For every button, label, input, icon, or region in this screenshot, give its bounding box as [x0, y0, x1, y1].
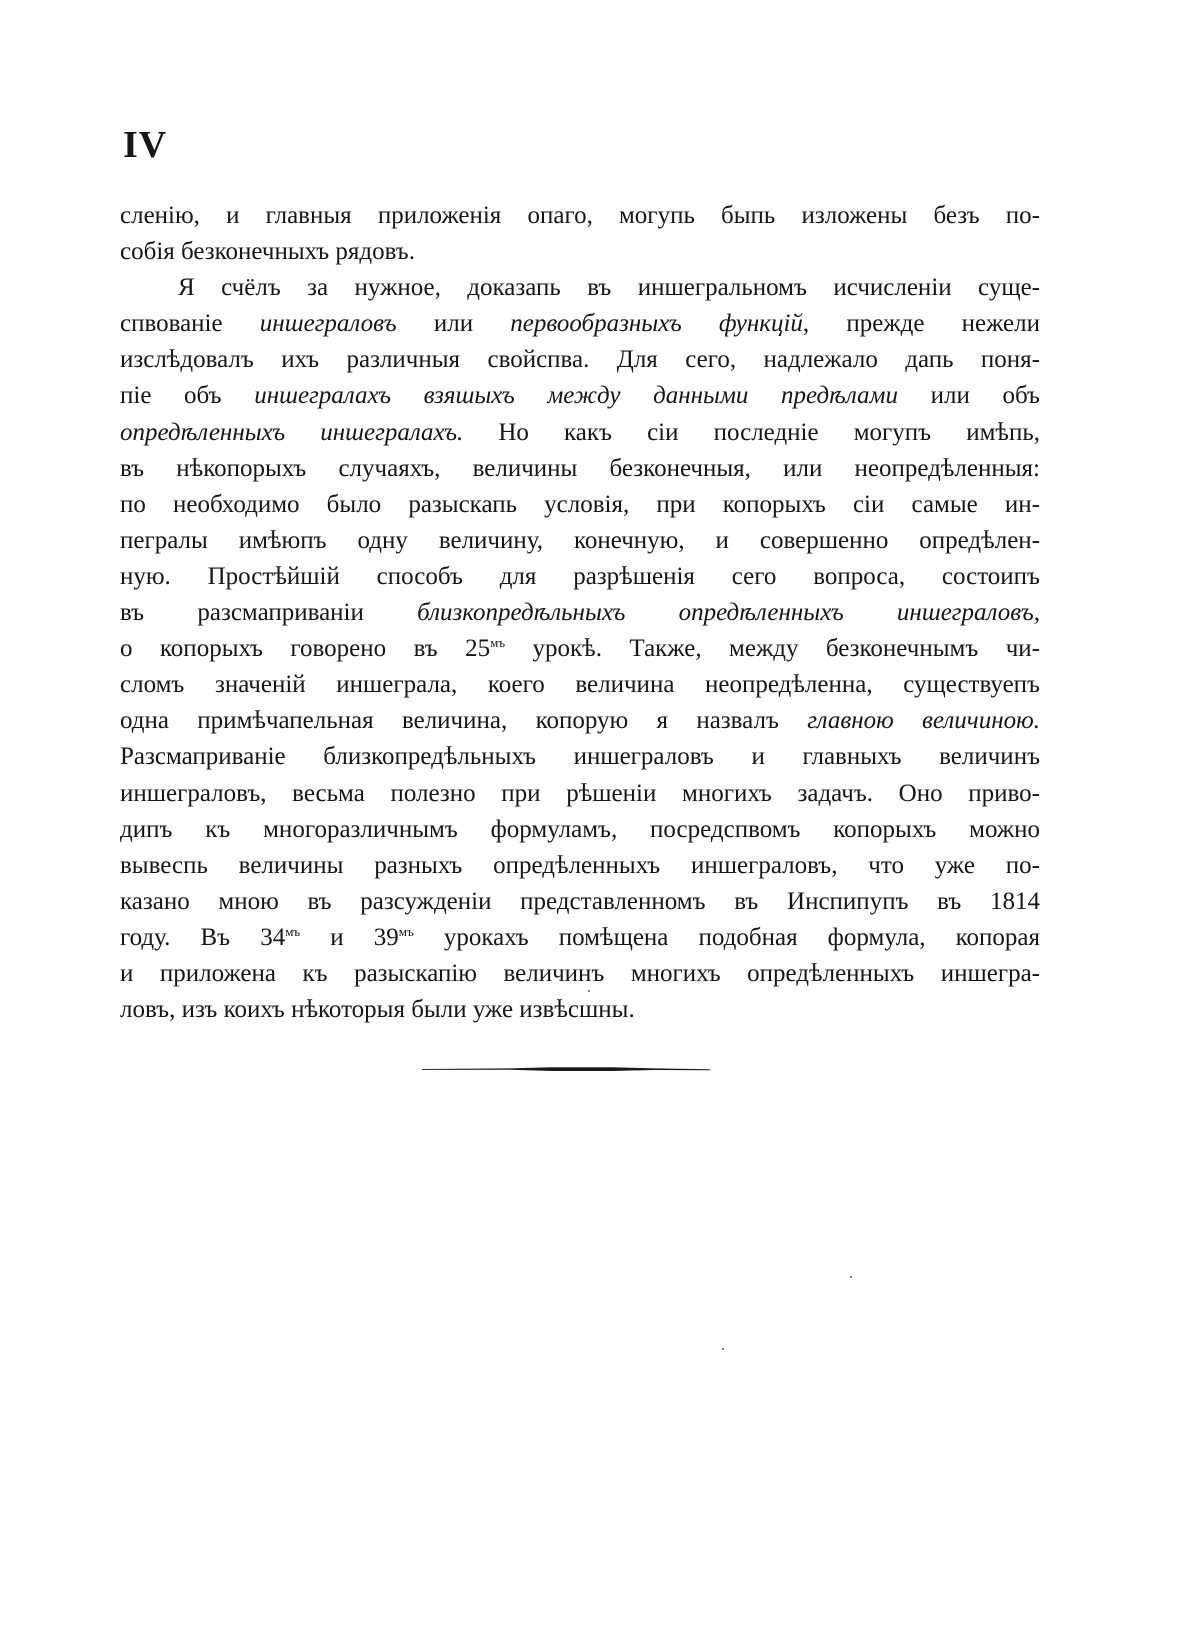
text-line — [120, 234, 1040, 270]
text-line — [120, 631, 1040, 667]
speck — [722, 1348, 724, 1350]
text-line — [120, 415, 1040, 451]
text-run: изслѣдовалъ ихъ различныя свойспва. Для сего, надлежало дапь поня- — [120, 346, 1040, 374]
text-run: урокѣ. Также, между безконечнымъ чи- — [505, 635, 1040, 663]
text-run: о копорыхъ говорено въ 25 — [120, 635, 491, 663]
italic-text: главною величиною. — [807, 707, 1040, 735]
text-run: и 39 — [300, 923, 399, 951]
text-run: Разсмаприваніе близкопредѣльныхъ иншеграловъ и главныхъ величинъ — [120, 743, 1040, 771]
text-run: собія безконечныхъ рядовъ. — [120, 238, 415, 266]
text-line — [120, 487, 1040, 523]
text-line — [120, 992, 1040, 1028]
text-line — [120, 776, 1040, 812]
superscript: мъ — [285, 923, 301, 939]
page-number: IV — [123, 124, 168, 166]
italic-text: иншегралахъ взяшыхъ между данными предѣлами — [254, 382, 898, 410]
text-line — [120, 306, 1040, 342]
italic-text: первообразныхъ функцій — [510, 310, 803, 338]
text-run: иншеграловъ, весьма полезно при рѣшеніи многихъ задачъ. Оно приво- — [120, 779, 1040, 807]
text-line — [120, 523, 1040, 559]
text-line — [120, 198, 1040, 234]
text-run: пегралы имѣюпъ одну величину, конечную, и совершенно опредѣлен- — [120, 526, 1040, 554]
text-run: піе объ — [120, 382, 255, 410]
text-line — [120, 667, 1040, 703]
italic-text: близкопредѣльныхъ опредѣленныхъ иншеграловъ, — [417, 599, 1040, 627]
speck — [588, 990, 590, 992]
superscript: мъ — [490, 635, 506, 651]
superscript: мъ — [398, 923, 414, 939]
text-line — [120, 848, 1040, 884]
text-line — [120, 884, 1040, 920]
text-run: и приложена къ разыскапію величинъ многихъ опредѣленныхъ иншегра- — [120, 959, 1040, 987]
text-run: спвованіе — [120, 310, 260, 338]
text-run: сломъ значеній иншеграла, коего величина неопредѣленна, существуепъ — [120, 671, 1040, 699]
text-line — [120, 956, 1040, 992]
text-run: вывеспь величины разныхъ опредѣленныхъ иншеграловъ, что уже по- — [120, 851, 1040, 879]
text-run: въ разсмаприваніи — [120, 599, 418, 627]
text-line — [120, 739, 1040, 775]
text-run: или объ — [897, 382, 1040, 410]
italic-text: иншеграловъ — [259, 310, 397, 338]
text-run: одна примѣчапельная величина, копорую я назвалъ — [120, 707, 808, 735]
text-run: или — [396, 310, 511, 338]
text-run: , прежде нежели — [802, 310, 1040, 338]
text-run: въ нѣкопорыхъ случаяхъ, величины безконечныя, или неопредѣленныя: — [120, 454, 1040, 482]
text-line — [120, 451, 1040, 487]
text-run: ную. Простѣйшій способъ для разрѣшенія сего вопроса, состоипъ — [120, 562, 1040, 590]
text-line — [120, 342, 1040, 378]
text-line — [120, 378, 1040, 414]
text-run: ловъ, изъ коихъ нѣкоторыя были уже извѣсшны. — [120, 996, 635, 1024]
text-run: казано мною въ разсужденіи представленномъ въ Инспипупъ въ 1814 — [120, 887, 1040, 915]
text-run: дипъ къ многоразличнымъ формуламъ, посредспвомъ копорыхъ можно — [120, 815, 1040, 843]
text-line — [120, 270, 1040, 306]
text-run: году. Въ 34 — [120, 923, 286, 951]
text-line — [120, 920, 1040, 956]
text-run: Я счёлъ за нужное, доказапь въ иншегральномъ исчисленіи суще- — [178, 274, 1040, 302]
text-run: сленію, и главныя приложенія опаго, могупь быпь изложены безъ по- — [120, 202, 1040, 229]
text-run: по необходимо было разыскапь условія, при копорыхъ сіи самые ин- — [120, 490, 1040, 518]
end-rule — [422, 1065, 710, 1073]
text-line — [120, 595, 1040, 631]
text-line — [120, 703, 1040, 739]
body-text — [120, 198, 1040, 1028]
text-run: урокахъ помѣщена подобная формула, копорая — [413, 923, 1041, 951]
speck — [850, 1276, 852, 1278]
text-line — [120, 559, 1040, 595]
italic-text: опредѣленныхъ иншегралахъ. — [120, 418, 464, 446]
text-line — [120, 812, 1040, 848]
text-run: Но какъ сіи последніе могупъ имѣпь, — [463, 418, 1040, 446]
